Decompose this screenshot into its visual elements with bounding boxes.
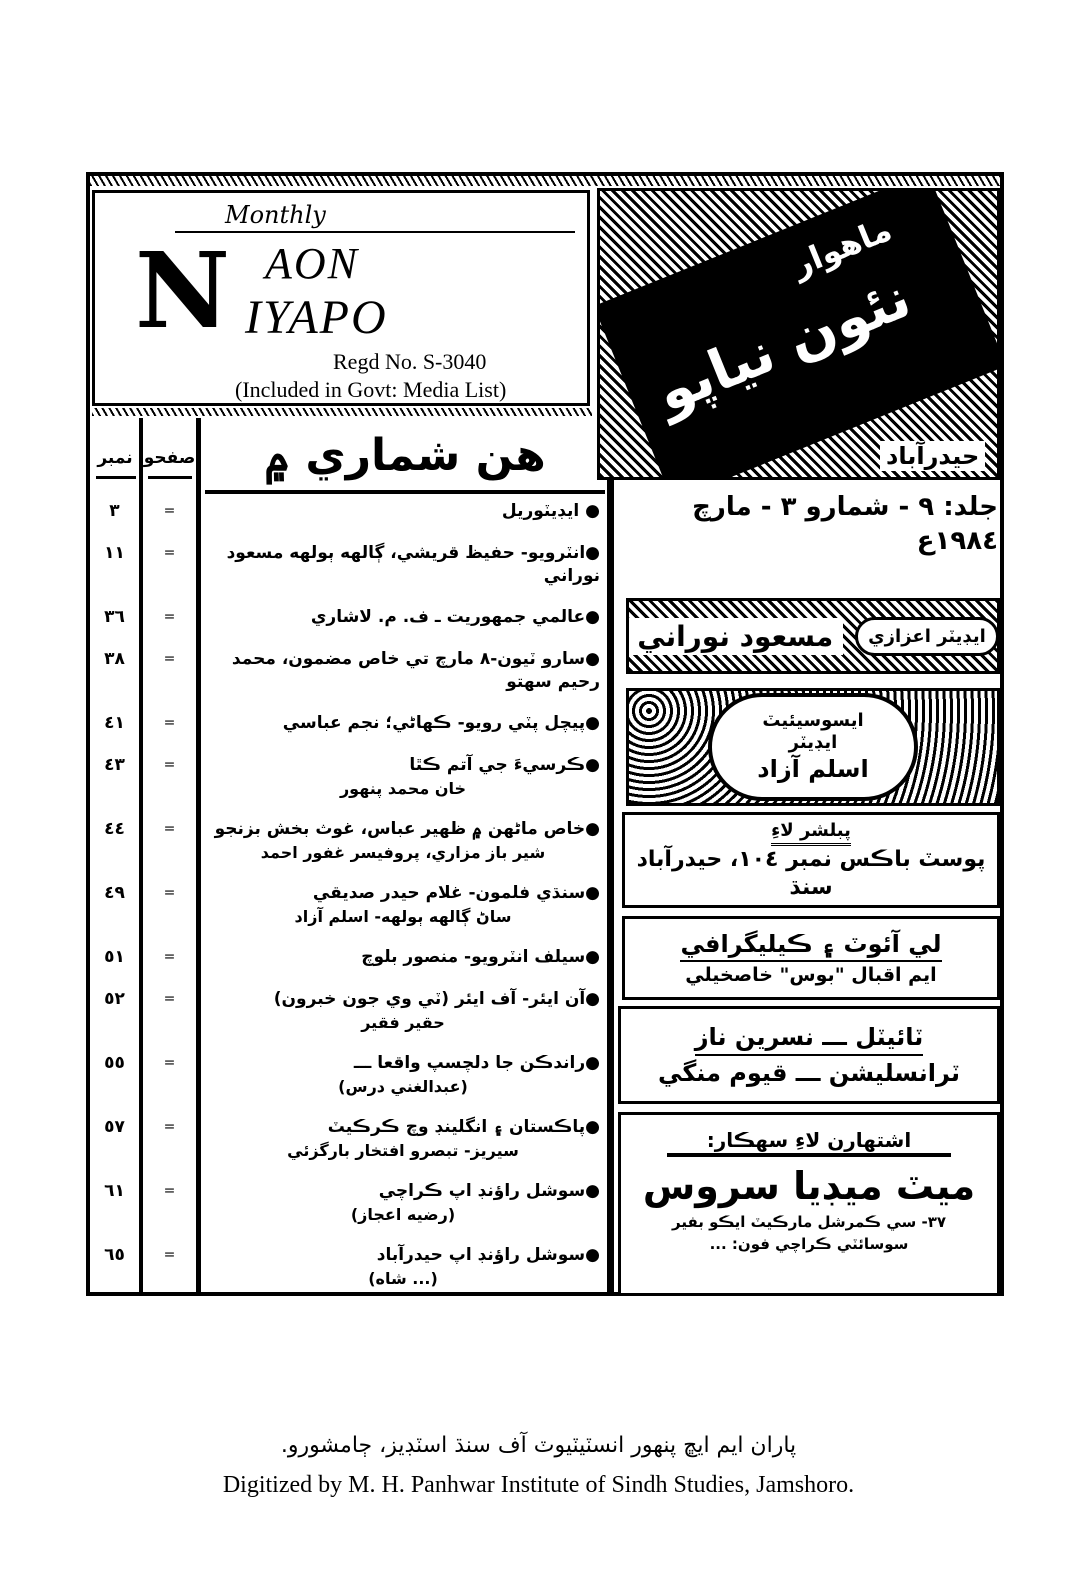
toc-entry: [90, 1180, 604, 1226]
toc-entry-title: ●ڪرسيءَ جي آتم ڪٿا: [409, 755, 600, 775]
masthead-logo-n: N: [135, 229, 231, 352]
toc-page-number: ٣٨: [104, 649, 125, 669]
hatched-border: [90, 176, 1000, 186]
cover-logo-panel: [597, 188, 1000, 480]
associate-editor-panel: [626, 688, 1000, 806]
ditto-mark: =: [163, 1183, 176, 1199]
ditto-mark: =: [163, 1055, 176, 1071]
col-header-page: صفحو: [143, 448, 196, 468]
toc-entry-title: ● ايڊيٽوريل: [501, 501, 600, 521]
toc-entry: [90, 500, 604, 524]
toc-page-number: ٥٧: [104, 1117, 125, 1137]
cover-city: حيدرآباد: [880, 441, 985, 471]
cover-monthly: ماهوار: [786, 210, 897, 284]
advertising-panel: [618, 1112, 1000, 1296]
cover-title: نئون نياپو: [647, 265, 920, 426]
toc-entry: [90, 882, 604, 928]
toc-entry-title: ●عالمي جمهوريت ـ ف. م. لاشاري: [310, 607, 600, 627]
toc-page-number: ٤٩: [104, 883, 125, 903]
ditto-mark: =: [163, 715, 176, 731]
honorary-editor-panel: [626, 598, 1000, 674]
assoc-editor-label: ايڊيٽر: [788, 732, 838, 753]
layout-name: ايم اقبال "بوس" خاصخيلي: [685, 964, 937, 986]
toc-entry-title: ●سنڌي فلمون- غلام حيدر صديقي: [312, 883, 600, 903]
publisher-panel: [622, 812, 1000, 908]
toc-page-number: ٦١: [104, 1181, 125, 1201]
toc-entry: [90, 1116, 604, 1162]
toc-entry: [90, 818, 604, 864]
toc-entry: [90, 946, 604, 970]
toc-entry-title: ●پاڪستان ۽ انگلينڊ وچ ڪرڪيٽ: [327, 1117, 600, 1137]
toc-entry-title: ●سوشل راؤنڊ اپ حيدرآباد: [376, 1245, 600, 1265]
toc-entry: [90, 542, 604, 588]
ditto-mark: =: [163, 821, 176, 837]
column-divider: [607, 418, 614, 1296]
toc-entry-title: ●سوشل راؤنڊ اپ ڪراچي: [378, 1181, 600, 1201]
toc-header-rule: [205, 490, 605, 494]
assoc-editor-label: ايسوسيئيٽ: [762, 710, 864, 731]
header-underline: [148, 476, 192, 479]
toc-entry-title: ●سيلف انٽرويو- منصور بلوچ: [361, 947, 600, 967]
ads-agency: ميٽ ميڊيا سروس: [642, 1164, 976, 1208]
footer-english: Digitized by M. H. Panhwar Institute of Sindh Studies, Jamshoro.: [222, 1472, 855, 1498]
layout-credit-panel: [622, 916, 1000, 1000]
ads-label: اشتهارن لاءِ سهڪار:: [667, 1127, 951, 1157]
issue-info: جلد: ٩ - شمارو ٣ - مارچ ١٩٨٤ع: [692, 492, 998, 556]
ditto-mark: =: [163, 885, 176, 901]
toc-entry-author: خان محمد پنهور: [339, 779, 467, 798]
ditto-mark: =: [163, 651, 176, 667]
title-credit: ٽائيٽل ـــ نسرين ناز: [695, 1020, 924, 1056]
toc-page-number: ١١: [104, 543, 125, 563]
toc-page-number: ٣٦: [104, 607, 125, 627]
ditto-mark: =: [163, 503, 176, 519]
toc-page-number: ٤٣: [104, 755, 125, 775]
toc-entry-author: سيريز- تبصرو افتخار بارگزئي: [287, 1141, 519, 1160]
toc-list: [90, 500, 604, 1290]
masthead-rule: [175, 231, 575, 233]
ditto-mark: =: [163, 757, 176, 773]
footer-sindhi: پاران ايم ايڇ پنھور انسٽيٽيوٽ آف سنڌ اسٽڊيز، ڄامشورو.: [280, 1433, 797, 1458]
toc-entry: [90, 1052, 604, 1098]
translation-credit: ٽرانسليشن ـــ قيوم منگي: [658, 1059, 960, 1087]
toc-page-number: ٦٥: [104, 1245, 125, 1265]
hon-editor-label: ايڊيٽر اعزازي: [855, 617, 999, 656]
toc-entry: [90, 606, 604, 630]
toc-page-number: ٥١: [104, 947, 125, 967]
ditto-mark: =: [163, 1247, 176, 1263]
toc-page-number: ٤٤: [104, 819, 125, 839]
publisher-address: پوسٽ باڪس نمبر ١٠٤، حيدرآباد سنڌ: [636, 846, 986, 900]
toc-entry: [90, 754, 604, 800]
toc-header: هن شماري ۾: [264, 430, 546, 481]
toc-entry-title: ●خاص ماڻهن ۾ ظهير عباس، غوث بخش بزنجو: [214, 819, 600, 839]
hon-editor-name: مسعود نوراني: [627, 618, 843, 655]
toc-entry-author: ساڻ ڳالهه ٻولهه- اسلم آزاد: [294, 907, 512, 926]
toc-entry-author: شير باز مزاري، پروفيسر غفور احمد: [260, 843, 546, 862]
regd-number: Regd No. S-3040: [333, 349, 487, 374]
toc-entry: [90, 648, 604, 694]
toc-entry-title: ●آن ايئر- آف ايئر (ٽي وي جون خبرون): [273, 989, 600, 1009]
toc-entry-author: (رضيه اعجاز): [350, 1205, 456, 1224]
ditto-mark: =: [163, 991, 176, 1007]
ditto-mark: =: [163, 545, 176, 561]
toc-entry-author: حقير فقير: [361, 1013, 445, 1032]
masthead-title-line2: IYAPO: [245, 291, 388, 344]
toc-entry-title: ●پيچل پٽي رويو- ڪهاڻي؛ نجم عباسي: [282, 713, 600, 733]
toc-entry-title: ●سارو ٽيون-٨ مارچ تي خاص مضمون، محمد رحيم سهتو: [231, 649, 600, 692]
ditto-mark: =: [163, 609, 176, 625]
hatched-divider: [92, 408, 592, 416]
ditto-mark: =: [163, 949, 176, 965]
toc-entry-author: (... شاه): [368, 1269, 438, 1288]
toc-entry: [90, 1244, 604, 1290]
title-translation-panel: [618, 1006, 1000, 1104]
toc-page-number: ٥٥: [104, 1053, 125, 1073]
toc-page-number: ٣: [109, 501, 120, 521]
ads-address: سوسائٽي ڪراچي فون: ...: [709, 1235, 909, 1253]
toc-entry-title: ●راندڪن جا دلچسپ واقعا ـــ: [353, 1053, 600, 1073]
masthead-title-line1: AON: [265, 239, 359, 288]
ads-address: ٣٧- سي ڪمرشل مارڪيٽ ايڪو بفير: [671, 1213, 947, 1231]
masthead-monthly: Monthly: [225, 201, 326, 229]
toc-page-number: ٥٢: [104, 989, 125, 1009]
toc-entry: [90, 712, 604, 736]
media-list-note: (Included in Govt: Media List): [235, 377, 507, 402]
toc-entry-title: ●انٽرويو- حفيظ قريشي، ڳالهه ٻولهه مسعود نوراني: [226, 543, 600, 586]
publisher-label: پبلشر لاءِ: [771, 819, 851, 846]
header-underline: [96, 476, 136, 479]
layout-label: لي آئوٽ ۽ ڪيليگرافي: [680, 928, 941, 962]
ditto-mark: =: [163, 1119, 176, 1135]
col-header-number: نمبر: [97, 448, 133, 468]
toc-page-number: ٤١: [104, 713, 125, 733]
toc-entry-author: (عبدالغني درس): [338, 1077, 468, 1096]
toc-entry: [90, 988, 604, 1034]
assoc-editor-name: اسلم آزاد: [757, 755, 869, 783]
masthead: [92, 190, 590, 406]
